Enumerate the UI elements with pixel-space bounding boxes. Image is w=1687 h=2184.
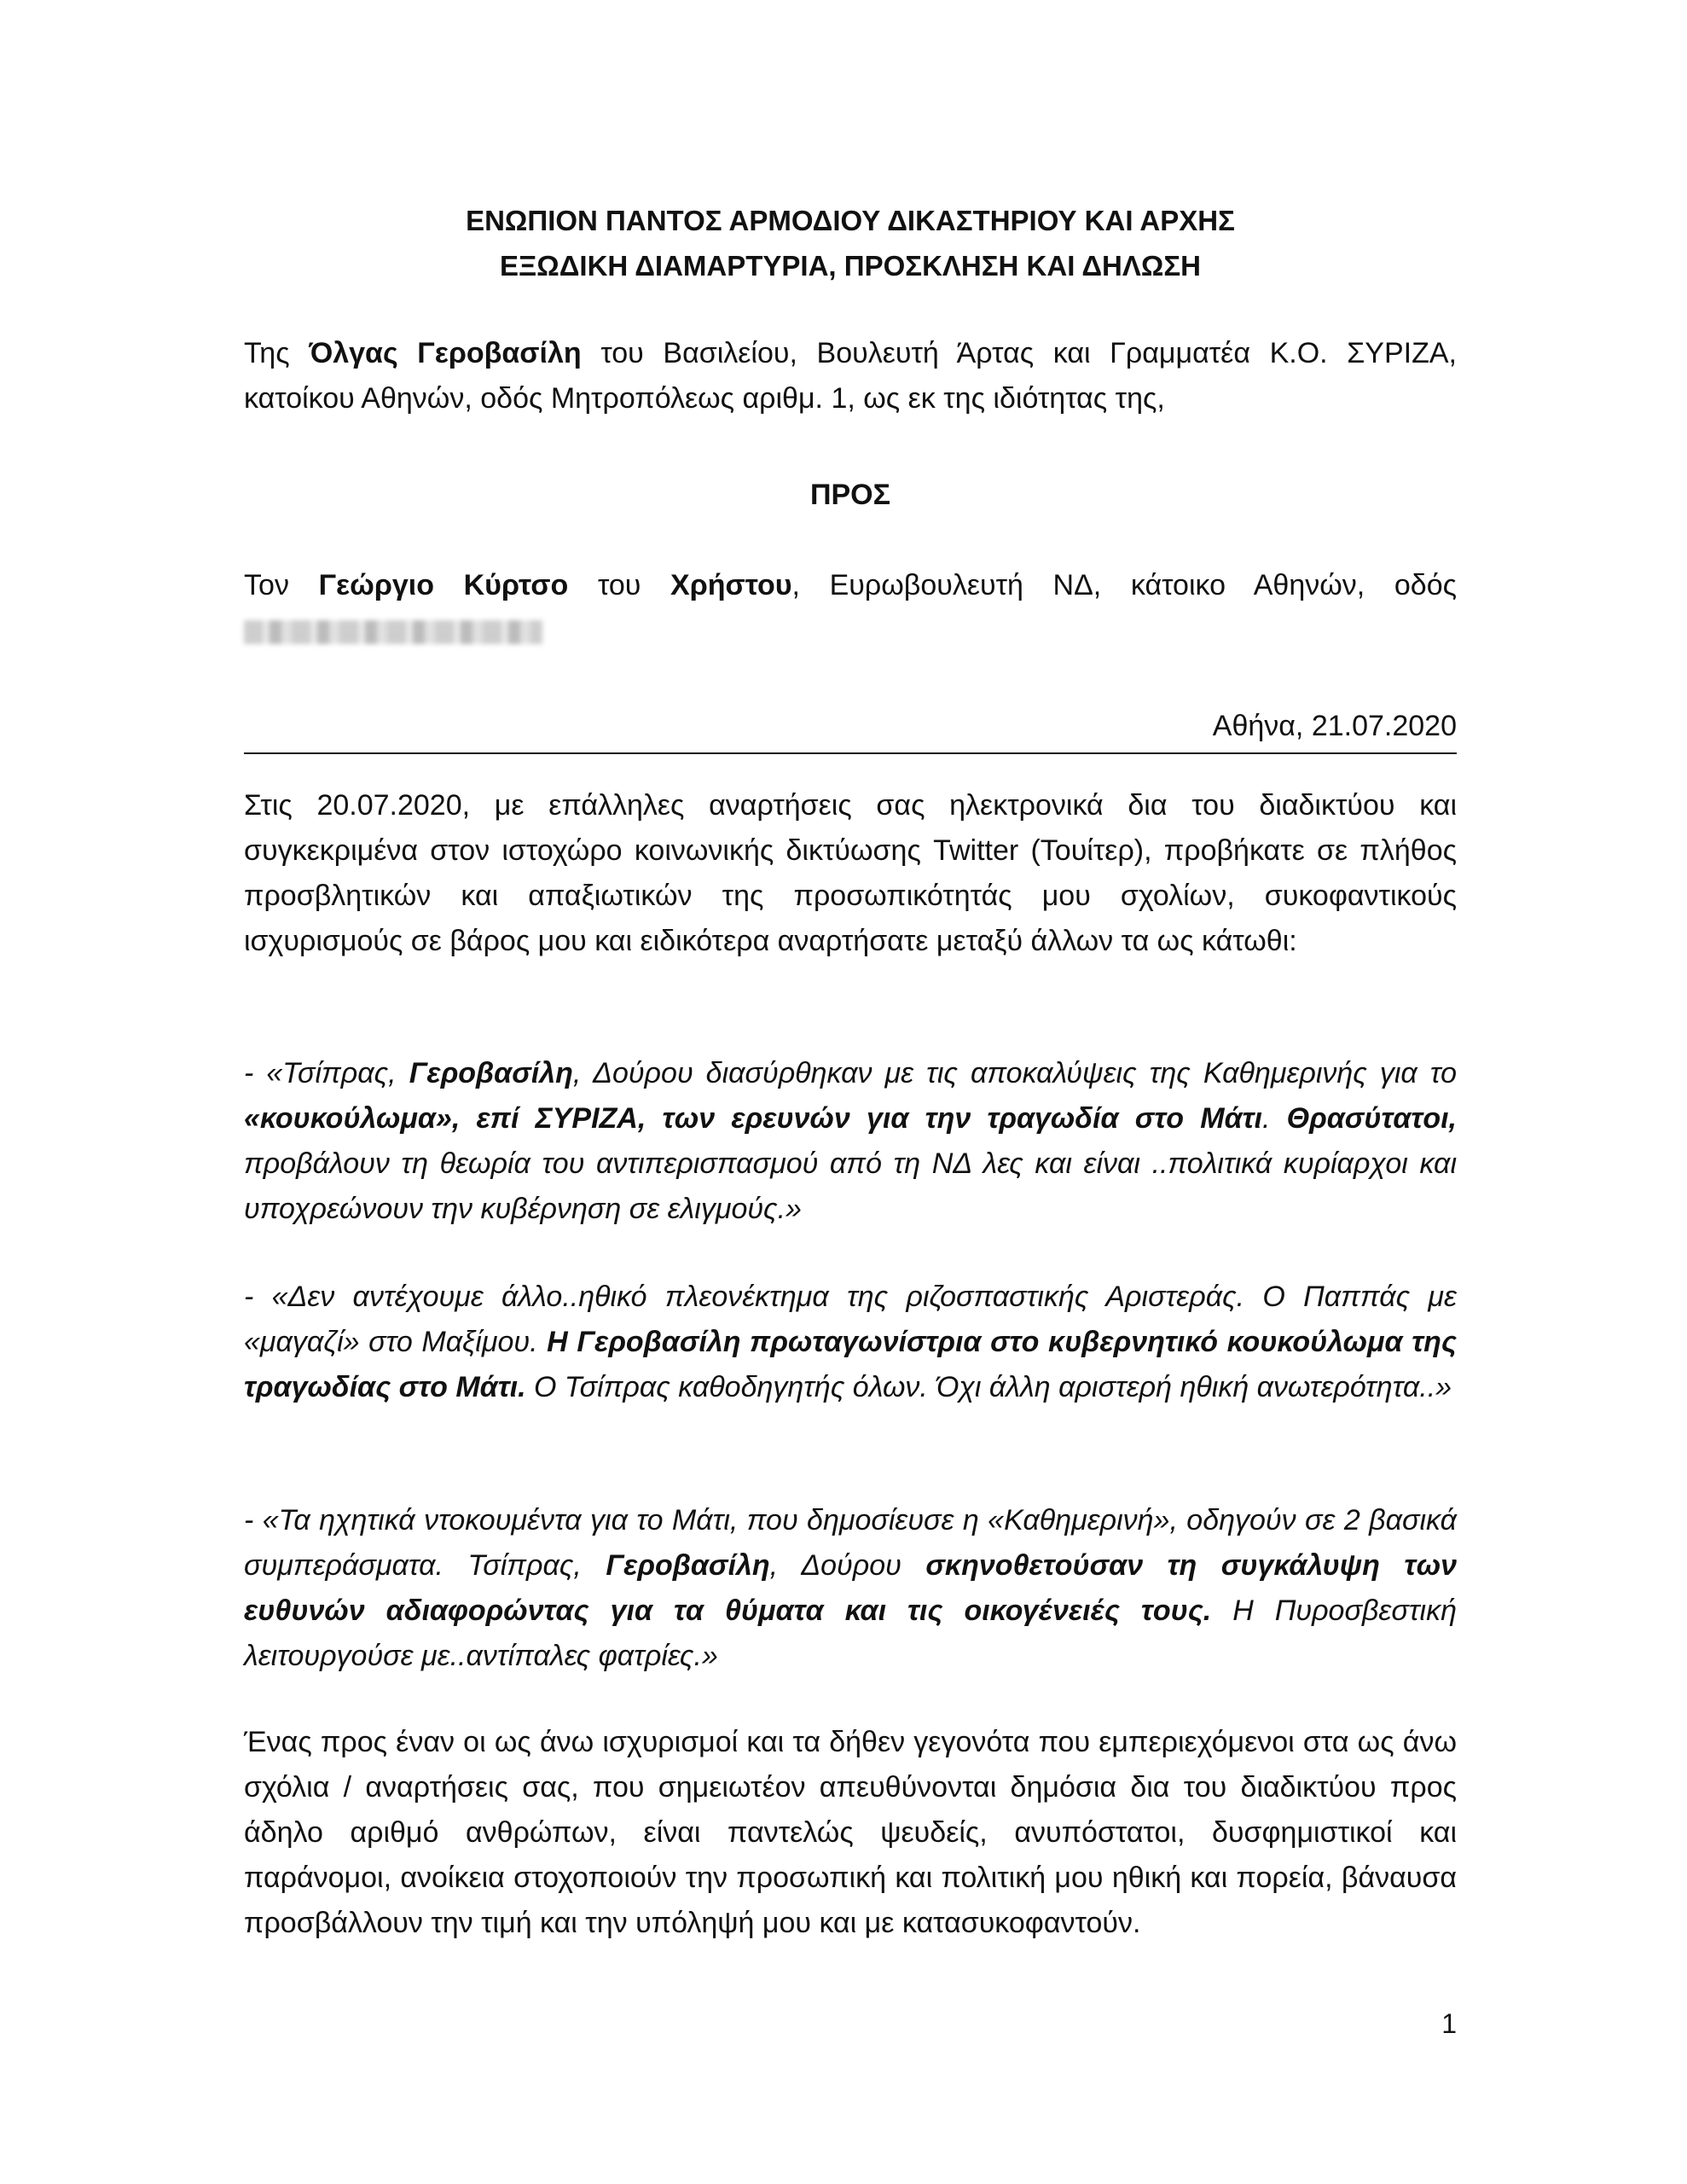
quote-3-text-2: , Δούρου bbox=[769, 1549, 926, 1582]
recipient-details: , Ευρωβουλευτή ΝΔ, κάτοικο Αθηνών, οδός bbox=[791, 569, 1457, 601]
to-label: ΠΡΟΣ bbox=[809, 479, 891, 511]
recipient-name: Γεώργιο Κύρτσο bbox=[318, 569, 569, 601]
quote-3 bbox=[244, 1498, 1457, 1679]
closing-paragraph: Ένας προς έναν οι ως άνω ισχυρισμοί και τα δήθεν γεγονότα που εμπεριεχόμενοι στα ως άνω σχόλια / αναρτήσεις σας, που σημειωτέον απευθύνονται δημόσια δια του διαδικτύου προς άδηλο αριθμό ανθρώπων, είναι παντελώς ψευδείς, ανυπόστατοι, δυσφημιστικοί και παράνομοι, ανοίκεια στοχοποιούν την προσωπική και πολιτική μου ηθική και πορεία, βάναυσα προσβάλλουν την τιμή και την υπόληψή μου και με κατασυκοφαντούν. bbox=[244, 1726, 1457, 1939]
recipient-prefix: Τον bbox=[244, 569, 319, 601]
quote-2 bbox=[244, 1275, 1457, 1410]
quote-2-text-2: Ο Τσίπρας καθοδηγητής όλων. Όχι άλλη αριστερή ηθική ανωτερότητα..» bbox=[525, 1371, 1452, 1403]
intro-paragraph: Στις 20.07.2020, με επάλληλες αναρτήσεις σας ηλεκτρονικά δια του διαδικτύου και συγκεκριμένα στον ιστοχώρο κοινωνικής δικτύωσης Twitter (Τουίτερ), προβήκατε σε πλήθος προσβλητικών και απαξιωτικών της προσωπικότητάς μου σχολίων, συκοφαντικούς ισχυρισμούς σε βάρος μου και ειδικότερα αναρτήσατε μεταξύ άλλων τα ως κάτωθι: bbox=[244, 789, 1457, 957]
sender-details: του Βασιλείου, Βουλευτή Άρτας και Γραμματέα Κ.Ο. ΣΥΡΙΖΑ, κατοίκου Αθηνών, οδός Μητροπόλεως αριθμ. 1, ως εκ της ιδιότητας της, bbox=[244, 337, 1457, 415]
sender-name: Όλγας Γεροβασίλη bbox=[309, 337, 582, 369]
quote-1-text-4: προβάλουν τη θεωρία του αντιπερισπασμού από τη ΝΔ λες και είναι ..πολιτικά κυρίαρχοι και υποχρεώνουν την κυβέρνηση σε ελιγμούς.» bbox=[244, 1147, 1457, 1225]
quote-1-text-2: , Δούρου διασύρθηκαν με τις αποκαλύψεις της Καθημερινής για το bbox=[572, 1057, 1458, 1089]
recipient-father: Χρήστου bbox=[670, 569, 792, 601]
quote-1-bold-2: «κουκούλωμα», επί ΣΥΡΙΖΑ, των ερευνών για την τραγωδία στο Μάτι bbox=[244, 1102, 1262, 1135]
quote-1-bold-3: Θρασύτατοι, bbox=[1286, 1102, 1457, 1135]
sender-prefix: Της bbox=[244, 337, 310, 369]
quote-3-text-3: Η Πυροσβεστική λειτουργούσε με..αντίπαλες φατρίες.» bbox=[244, 1594, 1457, 1672]
heading-line-1: ΕΝΩΠΙΟΝ ΠΑΝΤΟΣ ΑΡΜΟΔΙΟΥ ΔΙΚΑΣΤΗΡΙΟΥ ΚΑΙ ΑΡΧΗΣ bbox=[466, 205, 1235, 236]
quote-1-bold-1: Γεροβασίλη bbox=[409, 1057, 573, 1089]
heading-line-2: ΕΞΩΔΙΚΗ ΔΙΑΜΑΡΤΥΡΙΑ, ΠΡΟΣΚΛΗΣΗ ΚΑΙ ΔΗΛΩΣΗ bbox=[500, 250, 1201, 282]
quote-1-text-3: . bbox=[1262, 1102, 1287, 1135]
page-number: 1 bbox=[1441, 2008, 1457, 2039]
quote-1-text-1: - «Τσίπρας, bbox=[244, 1057, 409, 1089]
quote-2-bold-1: Η Γεροβασίλη πρωταγωνίστρια στο κυβερνητικό κουκούλωμα της τραγωδίας στο Μάτι. bbox=[244, 1326, 1457, 1403]
document-heading bbox=[244, 198, 1457, 288]
recipient-mid: του bbox=[568, 569, 671, 601]
quote-1 bbox=[244, 1051, 1457, 1232]
horizontal-divider bbox=[244, 752, 1457, 754]
quote-3-bold-1: Γεροβασίλη bbox=[606, 1549, 770, 1582]
quote-3-bold-2: σκηνοθετούσαν τη συγκάλυψη των ευθυνών αδιαφορώντας για τα θύματα και τις οικογένειές τους. bbox=[244, 1549, 1457, 1627]
date-line: Αθήνα, 21.07.2020 bbox=[1212, 710, 1457, 742]
quote-3-text-1: - «Τα ηχητικά ντοκουμέντα για το Μάτι, που δημοσίευσε η «Καθημερινή», οδηγούν σε 2 βασικά συμπεράσματα. Τσίπρας, bbox=[244, 1504, 1457, 1582]
quote-2-text-1: - «Δεν αντέχουμε άλλο..ηθικό πλεονέκτημα της ριζοσπαστικής Αριστεράς. Ο Παππάς με «μαγαζί» στο Μαξίμου. bbox=[244, 1281, 1457, 1358]
recipient-paragraph bbox=[244, 563, 1457, 653]
sender-paragraph bbox=[244, 331, 1457, 421]
redacted-address bbox=[244, 620, 542, 644]
